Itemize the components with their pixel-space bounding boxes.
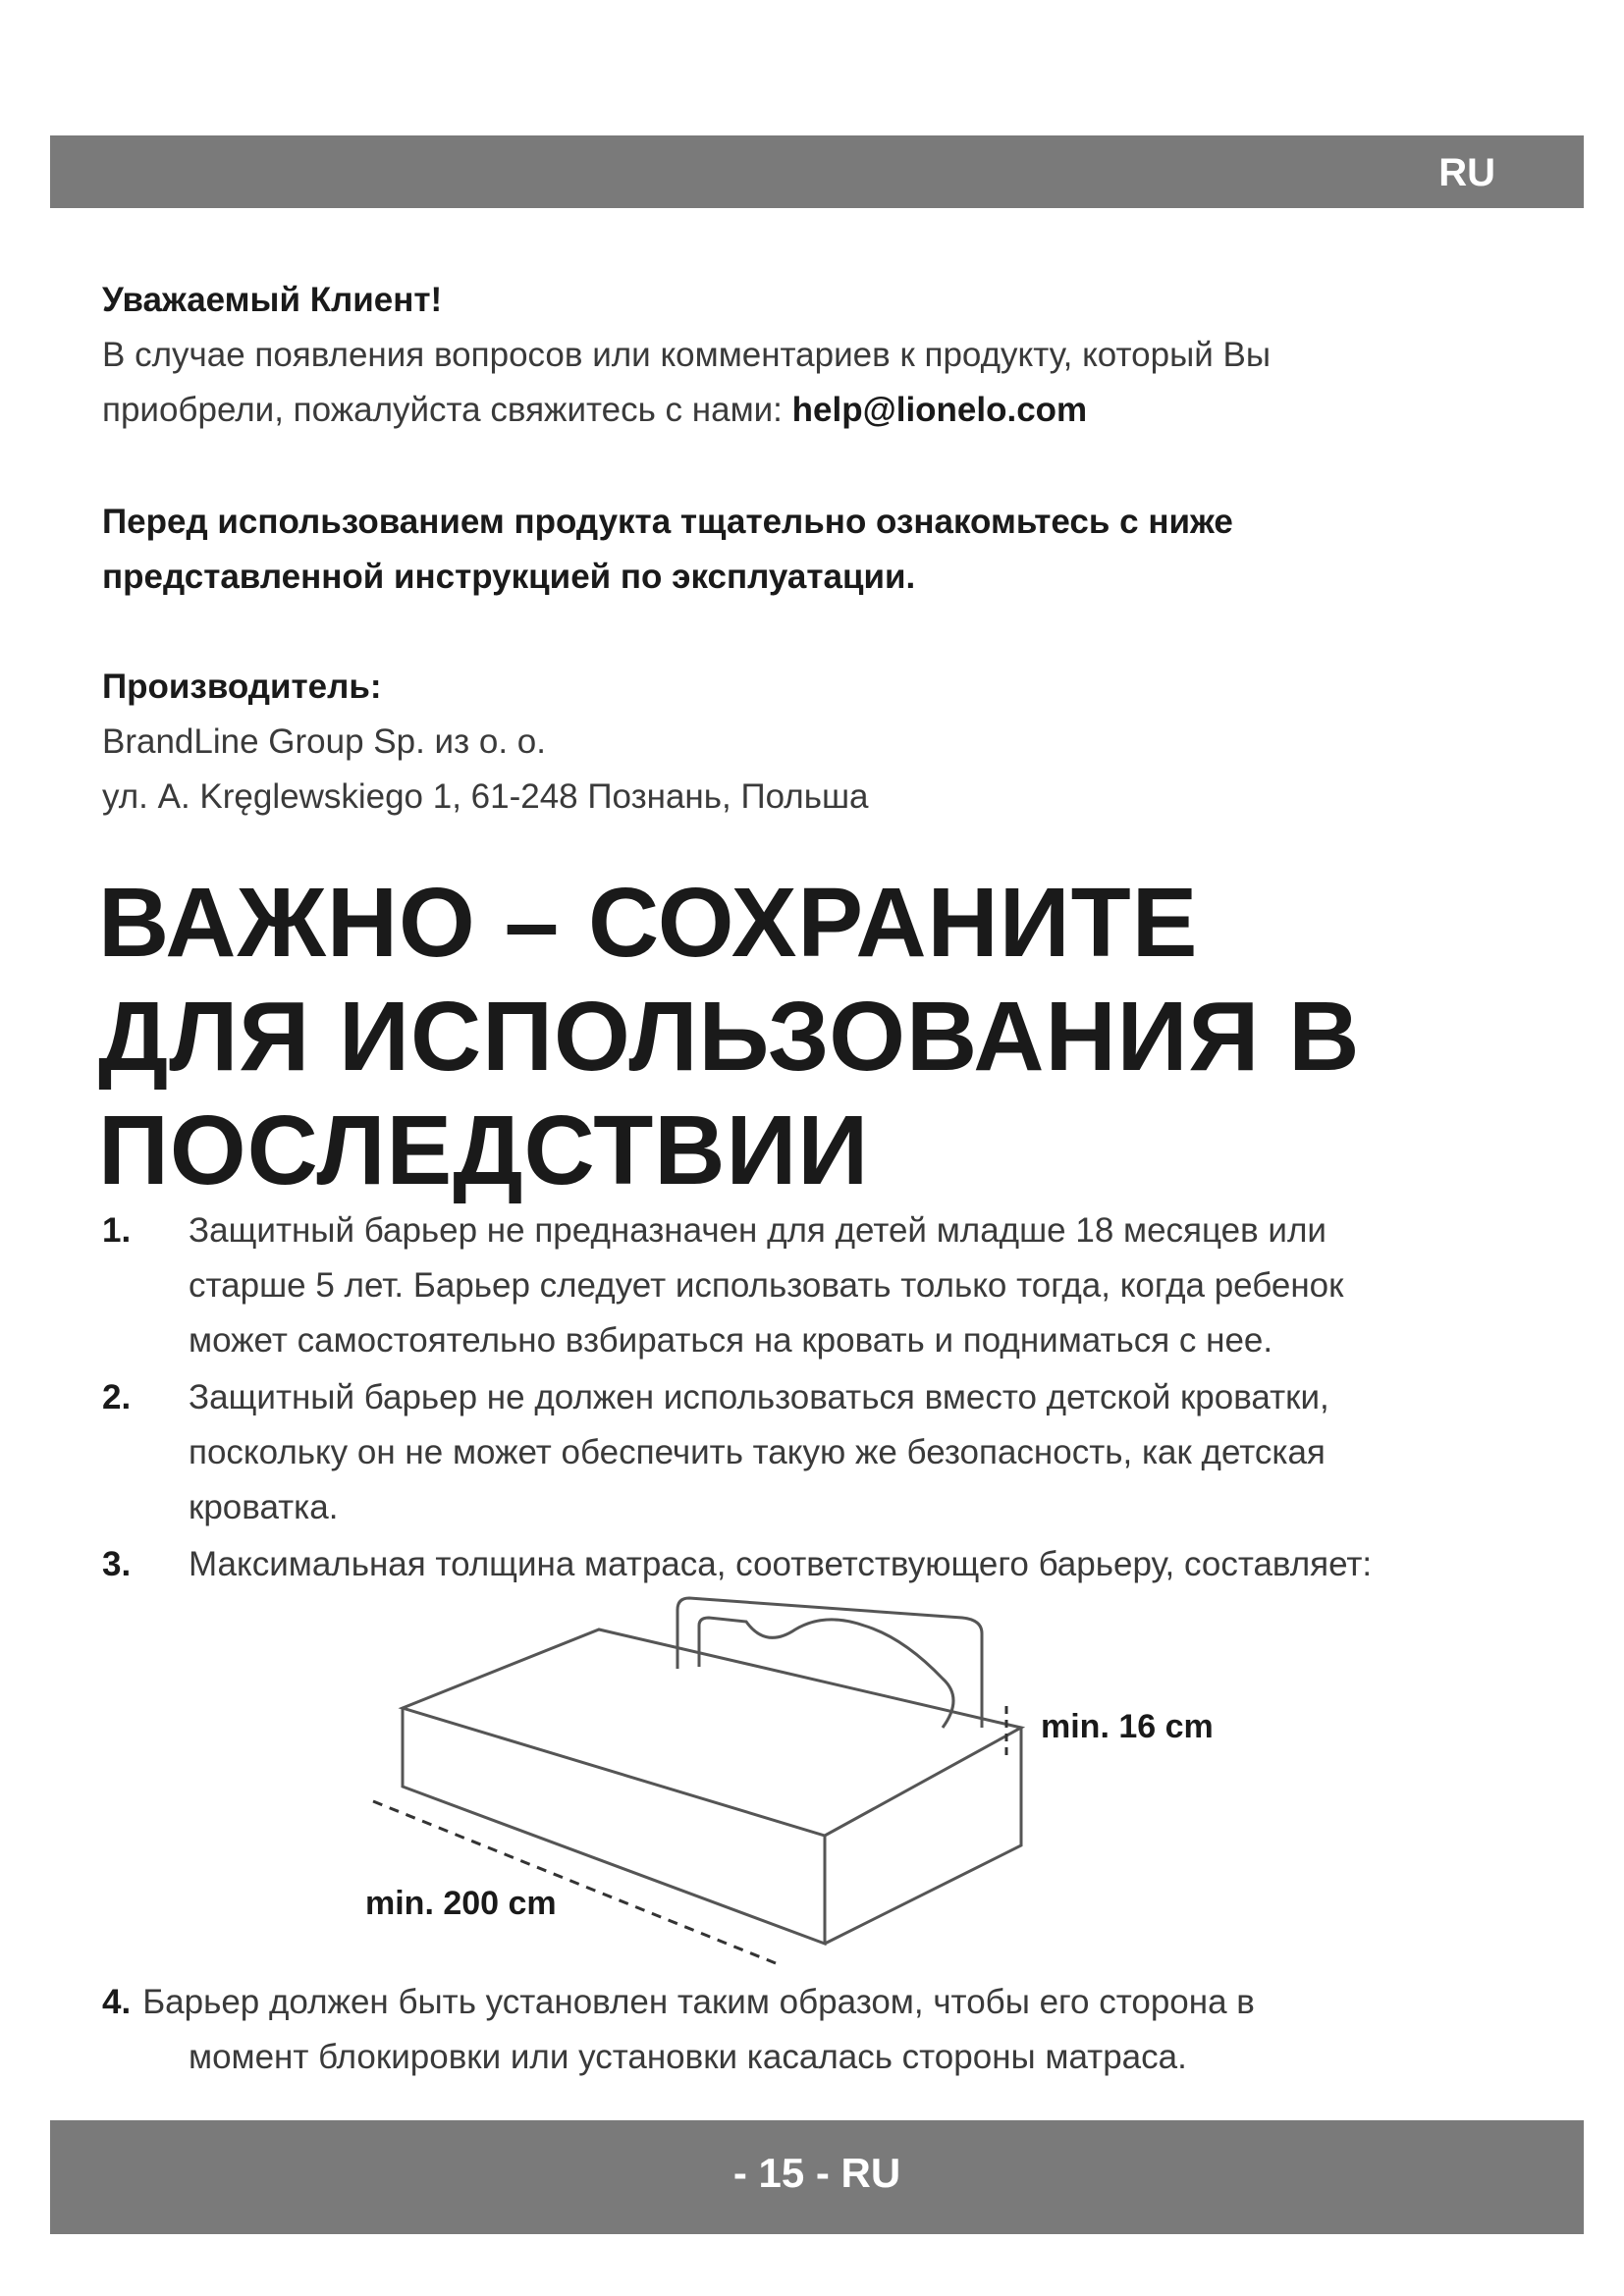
note-number: 1.: [102, 1211, 132, 1250]
mattress-diagram: [353, 1590, 1296, 1983]
greeting-line-2-text: приобрели, пожалуйста свяжитесь с нами:: [102, 391, 792, 429]
note-number: 3.: [102, 1545, 132, 1583]
note-line: момент блокировки или установки касалась стороны матраса.: [189, 2038, 1187, 2076]
greeting-title: Уважаемый Клиент!: [102, 281, 443, 319]
note-line: Защитный барьер не предназначен для детей младше 18 месяцев или: [189, 1211, 1326, 1250]
manufacturer-address: ул. A. Kręglewskiego 1, 61-248 Познань, Польша: [102, 777, 869, 816]
mattress-illustration: [353, 1590, 1296, 1983]
note-line: Защитный барьер не должен использоваться вместо детской кроватки,: [189, 1378, 1329, 1416]
warning-line-1: Перед использованием продукта тщательно ознакомьтесь с ниже: [102, 503, 1233, 541]
mattress-top: [403, 1629, 1021, 1836]
note-number: 2.: [102, 1378, 132, 1416]
greeting-line-2: [102, 383, 1516, 438]
length-dimension-line: [373, 1801, 776, 1963]
note-item: [102, 1203, 1555, 1368]
note-line: старше 5 лет. Барьер следует использовать только тогда, когда ребенок: [189, 1266, 1344, 1305]
warning-block: [102, 495, 1516, 605]
warning-line-2: представленной инструкцией по эксплуатации.: [102, 558, 916, 596]
note-line: Максимальная толщина матраса, соответствующего барьеру, составляет:: [189, 1545, 1373, 1583]
footer-bar: [50, 2120, 1584, 2234]
note-item: [102, 1370, 1555, 1535]
page-number: - 15 - RU: [732, 2150, 901, 2196]
note-item: [102, 1537, 1555, 1592]
note-line: Барьер должен быть установлен таким образом, чтобы его сторона в: [142, 1983, 1255, 2021]
manufacturer-company: BrandLine Group Sp. из о. о.: [102, 722, 546, 761]
mattress-side: [825, 1728, 1021, 1944]
height-label: min. 16 cm: [1041, 1708, 1214, 1745]
support-email[interactable]: help@lionelo.com: [791, 391, 1088, 429]
note-line: поскольку он не может обеспечить такую же безопасность, как детская: [189, 1433, 1326, 1471]
note-number: 4.: [102, 1983, 132, 2021]
greeting-line-1: В случае появления вопросов или комментариев к продукту, который Вы: [102, 336, 1271, 374]
manufacturer-block: [102, 660, 1516, 825]
headline-line-1: ВАЖНО – СОХРАНИТЕ: [98, 868, 1199, 978]
headline-line-3: ПОСЛЕДСТВИИ: [98, 1095, 870, 1205]
note-line: кроватка.: [189, 1488, 339, 1526]
greeting-block: [102, 273, 1516, 438]
header-bar: [50, 135, 1584, 208]
note-item-4: [102, 1975, 1516, 2085]
length-label: min. 200 cm: [365, 1885, 557, 1922]
manufacturer-label: Производитель:: [102, 667, 382, 706]
note-line: может самостоятельно взбираться на кровать и подниматься с нее.: [189, 1321, 1273, 1360]
headline-line-2: ДЛЯ ИСПОЛЬЗОВАНИЯ В: [98, 982, 1361, 1092]
safety-notes-list: [102, 1203, 1555, 1594]
language-code: RU: [1438, 151, 1495, 194]
important-headline: [98, 866, 1571, 1207]
barrier-cutout: [699, 1618, 953, 1728]
